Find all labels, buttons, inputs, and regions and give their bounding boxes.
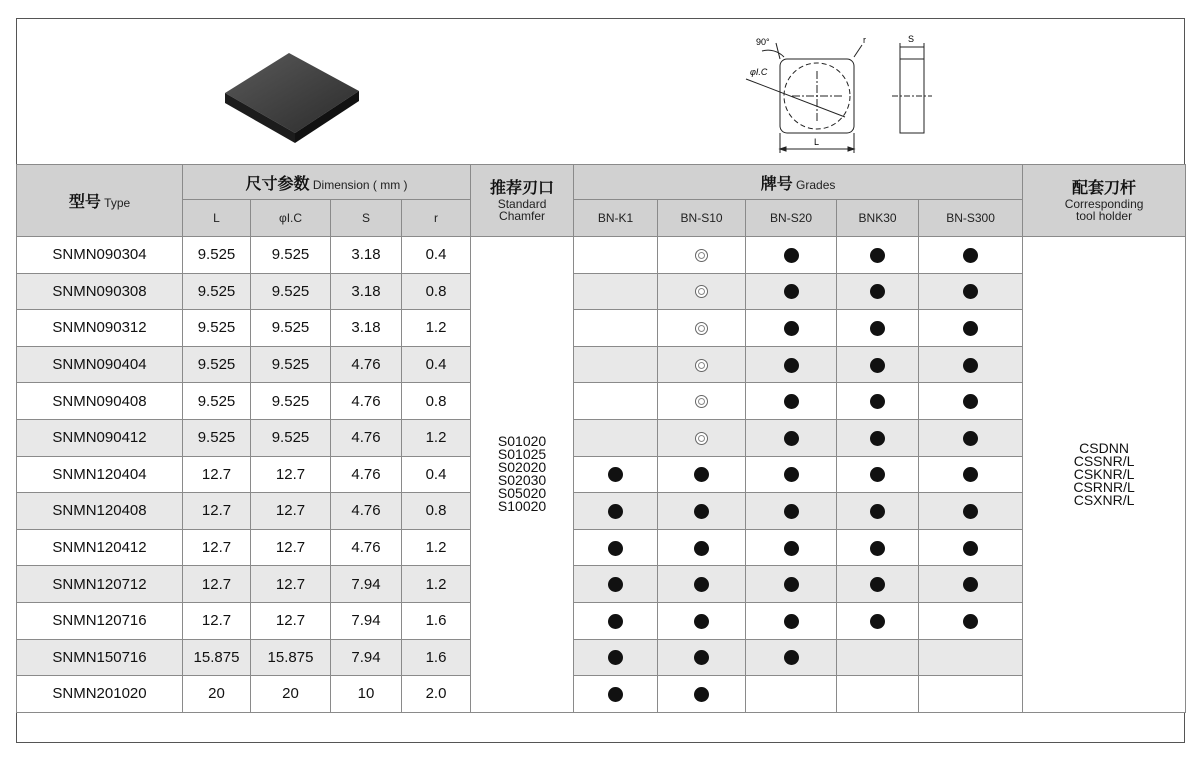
chamfer-cell bbox=[471, 237, 574, 713]
filled-dot-icon bbox=[694, 650, 709, 665]
ic-cell: 12.7 bbox=[251, 602, 331, 639]
grade-cell bbox=[658, 602, 746, 639]
holder-code: CSSNR/L bbox=[1073, 452, 1135, 469]
type-header bbox=[17, 165, 183, 237]
dim-col-header: φI.C bbox=[251, 200, 331, 237]
grade-cell bbox=[658, 310, 746, 347]
grade-cell bbox=[574, 383, 658, 420]
filled-dot-icon bbox=[784, 284, 799, 299]
grade-cell bbox=[919, 529, 1023, 566]
chamfer-code: S02020 bbox=[497, 459, 547, 476]
grade-cell bbox=[919, 346, 1023, 383]
filled-dot-icon bbox=[784, 614, 799, 629]
holder-header-en-1: Corresponding bbox=[1064, 196, 1144, 211]
table-row bbox=[17, 676, 1186, 713]
filled-dot-icon bbox=[784, 577, 799, 592]
ic-cell: 12.7 bbox=[251, 529, 331, 566]
table-row bbox=[17, 602, 1186, 639]
grade-cell bbox=[574, 676, 658, 713]
dim-col-header: L bbox=[183, 200, 251, 237]
grade-cell bbox=[746, 346, 837, 383]
thickness-cell: 3.18 bbox=[331, 310, 402, 347]
grade-cell bbox=[658, 456, 746, 493]
figure-strip bbox=[17, 19, 1184, 164]
grade-cell bbox=[919, 237, 1023, 274]
filled-dot-icon bbox=[784, 650, 799, 665]
ic-cell: 9.525 bbox=[251, 237, 331, 274]
type-cell: SNMN120404 bbox=[17, 456, 183, 493]
table-row bbox=[17, 493, 1186, 530]
type-header-en: Type bbox=[104, 196, 131, 210]
type-cell: SNMN120412 bbox=[17, 529, 183, 566]
radius-cell: 1.6 bbox=[402, 639, 471, 676]
radius-cell: 2.0 bbox=[402, 676, 471, 713]
ic-cell: 9.525 bbox=[251, 310, 331, 347]
ic-label: φI.C bbox=[750, 67, 768, 77]
filled-dot-icon bbox=[870, 541, 885, 556]
insert-grades-table bbox=[16, 164, 1186, 713]
ic-cell: 9.525 bbox=[251, 273, 331, 310]
grade-cell bbox=[837, 419, 919, 456]
radius-cell: 1.2 bbox=[402, 529, 471, 566]
holder-code: CSKNR/L bbox=[1073, 465, 1135, 482]
grade-cell bbox=[746, 639, 837, 676]
table-row bbox=[17, 529, 1186, 566]
filled-dot-icon bbox=[694, 577, 709, 592]
length-cell: 9.525 bbox=[183, 383, 251, 420]
chamfer-header-cn: 推荐刃口 bbox=[490, 179, 555, 197]
grade-cell bbox=[746, 310, 837, 347]
type-cell: SNMN201020 bbox=[17, 676, 183, 713]
filled-dot-icon bbox=[870, 504, 885, 519]
ic-cell: 12.7 bbox=[251, 456, 331, 493]
type-cell: SNMN090308 bbox=[17, 273, 183, 310]
dimension-header-cn: 尺寸参数 bbox=[245, 175, 310, 193]
grade-cell bbox=[746, 273, 837, 310]
filled-dot-icon bbox=[870, 358, 885, 373]
double-circle-icon bbox=[695, 359, 708, 372]
thickness-cell: 4.76 bbox=[331, 419, 402, 456]
ic-cell: 9.525 bbox=[251, 383, 331, 420]
ic-cell: 9.525 bbox=[251, 419, 331, 456]
grade-cell bbox=[919, 493, 1023, 530]
filled-dot-icon bbox=[963, 504, 978, 519]
grade-col-header: BNK30 bbox=[837, 200, 919, 237]
holder-code: CSDNN bbox=[1079, 439, 1129, 456]
filled-dot-icon bbox=[694, 687, 709, 702]
filled-dot-icon bbox=[608, 504, 623, 519]
grade-cell bbox=[746, 419, 837, 456]
double-circle-icon bbox=[695, 322, 708, 335]
grade-cell bbox=[746, 237, 837, 274]
table-body bbox=[17, 237, 1186, 713]
filled-dot-icon bbox=[784, 248, 799, 263]
type-header-cn: 型号 bbox=[68, 194, 101, 211]
filled-dot-icon bbox=[784, 431, 799, 446]
grades-header-en: Grades bbox=[796, 177, 836, 192]
grades-header bbox=[574, 165, 1023, 200]
radius-cell: 0.4 bbox=[402, 346, 471, 383]
filled-dot-icon bbox=[608, 650, 623, 665]
type-cell: SNMN090412 bbox=[17, 419, 183, 456]
holder-header bbox=[1023, 165, 1186, 237]
table-row bbox=[17, 310, 1186, 347]
length-cell: 12.7 bbox=[183, 493, 251, 530]
radius-cell: 0.8 bbox=[402, 383, 471, 420]
filled-dot-icon bbox=[694, 467, 709, 482]
filled-dot-icon bbox=[608, 467, 623, 482]
thickness-cell: 7.94 bbox=[331, 602, 402, 639]
type-cell: SNMN150716 bbox=[17, 639, 183, 676]
length-cell: 12.7 bbox=[183, 566, 251, 603]
length-label: L bbox=[814, 137, 820, 147]
filled-dot-icon bbox=[784, 358, 799, 373]
table-row bbox=[17, 419, 1186, 456]
filled-dot-icon bbox=[963, 431, 978, 446]
dim-col-header: r bbox=[402, 200, 471, 237]
grade-cell bbox=[837, 639, 919, 676]
filled-dot-icon bbox=[870, 614, 885, 629]
double-circle-icon bbox=[695, 395, 708, 408]
grade-cell bbox=[919, 273, 1023, 310]
table-row bbox=[17, 566, 1186, 603]
ic-cell: 9.525 bbox=[251, 346, 331, 383]
filled-dot-icon bbox=[870, 284, 885, 299]
filled-dot-icon bbox=[608, 541, 623, 556]
grade-cell bbox=[658, 639, 746, 676]
length-cell: 12.7 bbox=[183, 456, 251, 493]
chamfer-code: S01020 bbox=[497, 433, 547, 450]
filled-dot-icon bbox=[694, 614, 709, 629]
grade-cell bbox=[658, 566, 746, 603]
filled-dot-icon bbox=[694, 504, 709, 519]
double-circle-icon bbox=[695, 285, 708, 298]
filled-dot-icon bbox=[870, 431, 885, 446]
holder-header-en-2: tool holder bbox=[1076, 208, 1133, 223]
filled-dot-icon bbox=[870, 577, 885, 592]
filled-dot-icon bbox=[963, 577, 978, 592]
length-cell: 9.525 bbox=[183, 273, 251, 310]
filled-dot-icon bbox=[608, 577, 623, 592]
radius-cell: 1.2 bbox=[402, 419, 471, 456]
grade-col-header: BN-S300 bbox=[919, 200, 1023, 237]
grade-cell bbox=[746, 566, 837, 603]
grade-cell bbox=[837, 346, 919, 383]
grade-cell bbox=[746, 456, 837, 493]
grade-cell bbox=[574, 310, 658, 347]
grade-cell bbox=[837, 566, 919, 603]
holder-cell bbox=[1023, 237, 1186, 713]
type-cell: SNMN120408 bbox=[17, 493, 183, 530]
radius-cell: 0.8 bbox=[402, 493, 471, 530]
grade-cell bbox=[919, 639, 1023, 676]
dimension-header bbox=[183, 165, 471, 200]
grade-cell bbox=[837, 529, 919, 566]
type-cell: SNMN120712 bbox=[17, 566, 183, 603]
filled-dot-icon bbox=[963, 394, 978, 409]
thickness-cell: 3.18 bbox=[331, 273, 402, 310]
filled-dot-icon bbox=[694, 541, 709, 556]
thickness-cell: 4.76 bbox=[331, 346, 402, 383]
grade-cell bbox=[658, 419, 746, 456]
grade-cell bbox=[837, 602, 919, 639]
type-cell: SNMN090404 bbox=[17, 346, 183, 383]
grade-cell bbox=[837, 310, 919, 347]
grade-cell bbox=[837, 493, 919, 530]
filled-dot-icon bbox=[963, 284, 978, 299]
grade-cell bbox=[746, 493, 837, 530]
filled-dot-icon bbox=[784, 321, 799, 336]
radius-cell: 1.2 bbox=[402, 566, 471, 603]
grade-cell bbox=[919, 383, 1023, 420]
grade-col-header: BN-S20 bbox=[746, 200, 837, 237]
holder-code: CSRNR/L bbox=[1073, 478, 1135, 495]
grade-cell bbox=[919, 566, 1023, 603]
chamfer-code: S10020 bbox=[497, 498, 547, 515]
length-cell: 12.7 bbox=[183, 529, 251, 566]
length-cell: 9.525 bbox=[183, 419, 251, 456]
grade-cell bbox=[658, 273, 746, 310]
grade-cell bbox=[746, 529, 837, 566]
grade-cell bbox=[919, 419, 1023, 456]
grade-cell bbox=[658, 346, 746, 383]
grade-cell bbox=[574, 566, 658, 603]
filled-dot-icon bbox=[963, 358, 978, 373]
grade-cell bbox=[658, 383, 746, 420]
grade-cell bbox=[919, 310, 1023, 347]
length-cell: 20 bbox=[183, 676, 251, 713]
grade-cell bbox=[658, 529, 746, 566]
type-cell: SNMN090304 bbox=[17, 237, 183, 274]
type-cell: SNMN090408 bbox=[17, 383, 183, 420]
table-row bbox=[17, 639, 1186, 676]
insert-photo bbox=[217, 41, 367, 151]
ic-cell: 12.7 bbox=[251, 493, 331, 530]
type-cell: SNMN120716 bbox=[17, 602, 183, 639]
table-row bbox=[17, 237, 1186, 274]
filled-dot-icon bbox=[963, 467, 978, 482]
length-cell: 9.525 bbox=[183, 237, 251, 274]
grade-cell bbox=[837, 456, 919, 493]
grade-cell bbox=[574, 419, 658, 456]
insert-spec-sheet bbox=[16, 18, 1185, 743]
ic-cell: 20 bbox=[251, 676, 331, 713]
filled-dot-icon bbox=[608, 687, 623, 702]
thickness-cell: 4.76 bbox=[331, 529, 402, 566]
grade-cell bbox=[658, 237, 746, 274]
dim-col-header: S bbox=[331, 200, 402, 237]
chamfer-header-en-1: Standard bbox=[497, 196, 547, 211]
thickness-cell: 4.76 bbox=[331, 383, 402, 420]
radius-cell: 0.8 bbox=[402, 273, 471, 310]
grade-cell bbox=[746, 676, 837, 713]
filled-dot-icon bbox=[784, 504, 799, 519]
grade-cell bbox=[919, 676, 1023, 713]
insert-technical-drawing bbox=[732, 29, 942, 159]
filled-dot-icon bbox=[870, 467, 885, 482]
radius-cell: 0.4 bbox=[402, 456, 471, 493]
type-cell: SNMN090312 bbox=[17, 310, 183, 347]
table-row bbox=[17, 346, 1186, 383]
length-cell: 15.875 bbox=[183, 639, 251, 676]
radius-cell: 0.4 bbox=[402, 237, 471, 274]
grade-cell bbox=[837, 383, 919, 420]
grade-cell bbox=[919, 456, 1023, 493]
double-circle-icon bbox=[695, 432, 708, 445]
grade-cell bbox=[919, 602, 1023, 639]
grades-header-cn: 牌号 bbox=[760, 175, 793, 193]
filled-dot-icon bbox=[784, 394, 799, 409]
chamfer-code: S02030 bbox=[497, 472, 547, 489]
thickness-cell: 10 bbox=[331, 676, 402, 713]
grade-cell bbox=[658, 493, 746, 530]
filled-dot-icon bbox=[870, 394, 885, 409]
table-row bbox=[17, 456, 1186, 493]
filled-dot-icon bbox=[963, 321, 978, 336]
thickness-label: S bbox=[908, 34, 915, 44]
thickness-cell: 7.94 bbox=[331, 566, 402, 603]
chamfer-code: S05020 bbox=[497, 485, 547, 502]
grade-col-header: BN-K1 bbox=[574, 200, 658, 237]
double-circle-icon bbox=[695, 249, 708, 262]
grade-cell bbox=[837, 676, 919, 713]
grade-cell bbox=[746, 602, 837, 639]
filled-dot-icon bbox=[963, 541, 978, 556]
ic-cell: 12.7 bbox=[251, 566, 331, 603]
chamfer-header-en-2: Chamfer bbox=[499, 208, 546, 223]
radius-cell: 1.6 bbox=[402, 602, 471, 639]
grade-cell bbox=[574, 273, 658, 310]
length-cell: 12.7 bbox=[183, 602, 251, 639]
angle-label: 90° bbox=[756, 37, 770, 47]
thickness-cell: 7.94 bbox=[331, 639, 402, 676]
filled-dot-icon bbox=[870, 248, 885, 263]
radius-cell: 1.2 bbox=[402, 310, 471, 347]
thickness-cell: 4.76 bbox=[331, 456, 402, 493]
chamfer-code: S01025 bbox=[497, 446, 547, 463]
filled-dot-icon bbox=[963, 248, 978, 263]
length-cell: 9.525 bbox=[183, 310, 251, 347]
filled-dot-icon bbox=[963, 614, 978, 629]
grade-cell bbox=[574, 346, 658, 383]
grade-cell bbox=[574, 602, 658, 639]
grade-col-header: BN-S10 bbox=[658, 200, 746, 237]
filled-dot-icon bbox=[784, 467, 799, 482]
length-cell: 9.525 bbox=[183, 346, 251, 383]
filled-dot-icon bbox=[784, 541, 799, 556]
filled-dot-icon bbox=[608, 614, 623, 629]
table-row bbox=[17, 383, 1186, 420]
thickness-cell: 3.18 bbox=[331, 237, 402, 274]
grade-cell bbox=[837, 273, 919, 310]
grade-cell bbox=[574, 529, 658, 566]
grade-cell bbox=[658, 676, 746, 713]
thickness-cell: 4.76 bbox=[331, 493, 402, 530]
holder-header-cn: 配套刀杆 bbox=[1072, 179, 1137, 197]
chamfer-header bbox=[471, 165, 574, 237]
filled-dot-icon bbox=[870, 321, 885, 336]
radius-label: r bbox=[863, 35, 866, 45]
grade-cell bbox=[574, 237, 658, 274]
grade-cell bbox=[574, 493, 658, 530]
holder-code: CSXNR/L bbox=[1073, 491, 1135, 508]
table-row bbox=[17, 273, 1186, 310]
grade-cell bbox=[574, 639, 658, 676]
grade-cell bbox=[574, 456, 658, 493]
ic-cell: 15.875 bbox=[251, 639, 331, 676]
grade-cell bbox=[746, 383, 837, 420]
grade-cell bbox=[837, 237, 919, 274]
dimension-header-en: Dimension ( mm ) bbox=[312, 177, 408, 192]
